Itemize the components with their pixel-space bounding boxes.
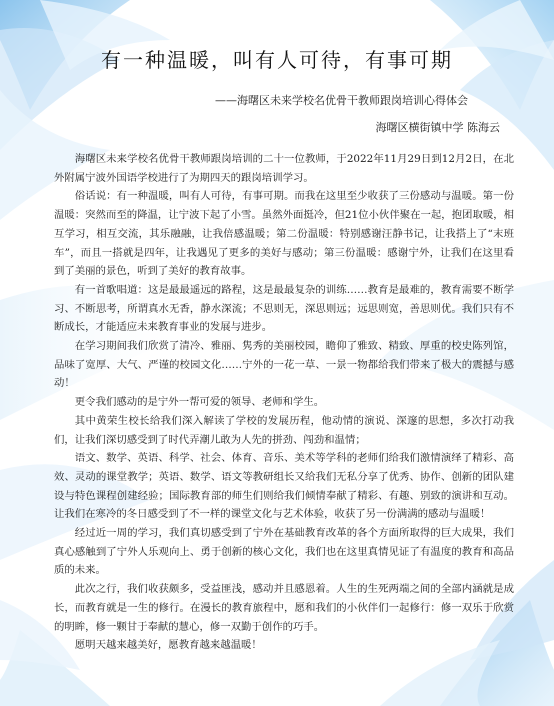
paragraph: 有一首歌唱道：这是最最遥远的路程，这是最最复杂的训练……教育是最难的，教育需要不断学习、不断思考，所谓真水无香，静水深流；不思则无，深思则远；远思则宽，善思则优。我们只有不断成长，才能适应未来教育事业的发展与进步。	[54, 283, 514, 334]
paragraph: 俗话说：有一种温暖，叫有人可待，有事可期。而我在这里至少收获了三份感动与温暖。第一份温暖：突然而至的降温，让宁波下起了小雪。虽然外面挺冷，但21位小伙伴聚在一起，抱团取暖，相互学习，相互交流，其乐融融，让我倍感温暖；第二份温暖：特别感谢汪静书记，让我搭上了“末班车”，而且一搭就是四年，让我遇见了更多的美好与感动；第三份温暖：感谢宁外，让我们在这里看到了美丽的景色，听到了美好的教育故事。	[54, 190, 515, 278]
document-body	[54, 150, 514, 655]
document-title: 有一种温暖，叫有人可待，有事可期	[101, 48, 453, 72]
paragraph: 在学习期间我们欣赏了清冷、雅丽、隽秀的美丽校园，瞻仰了雅致、精致、厚重的校史陈列馆，品味了宽厚、大气、严谨的校园文化……宁外的一花一草、一景一物都给我们带来了极大的震撼与感动！	[54, 340, 514, 390]
document-subtitle: ——海曙区未来学校名优骨干教师跟岗培训心得体会	[215, 94, 468, 107]
paragraph: 此次之行，我们收获颇多，受益匪浅，感动并且感恩着。人生的生死两端之间的全部内涵就是成长，而教育就是一生的修行。在漫长的教育旅程中，愿和我们的小伙伴们一起修行：修一双乐于欣赏的明眸，修一颗甘于奉献的慧心，修一双勤于创作的巧手。	[54, 583, 514, 633]
paragraph: 经过近一周的学习，我们真切感受到了宁外在基础教育改革的各个方面所取得的巨大成果，我们真心感触到了宁外人乐观向上、勇于创新的核心文化，我们也在这里真情见证了有温度的教育和高品质的未来。	[54, 527, 514, 577]
paragraph: 其中黄荣生校长给我们深入解读了学校的发展历程，他动情的演说、深邃的思想，多次打动我们，让我们深切感受到了时代弄潮儿敢为人先的拼劲、闯劲和温情；	[54, 414, 514, 446]
paragraph: 更令我们感动的是宁外一帮可爱的领导、老师和学生。	[74, 396, 325, 409]
paragraph: 语文、数学、英语、科学、社会、体育、音乐、美术等学科的老师们给我们激情演绎了精彩、高效、灵动的课堂教学；英语、数学、语文等教研组长又给我们无私分享了优秀、协作、创新的团队建设与特色课程创建经验；国际教育部的师生们则给我们倾情奉献了精彩、有趣、别致的演讲和互动。让我们在寒冷的冬日感受到了不一样的课堂文化与艺术体验，收获了另一份满满的感动与温暖！	[54, 452, 514, 521]
paragraph: 愿明天越来越美好，愿教育越来越温暖！	[74, 639, 262, 652]
document-author: 海曙区横街镇中学 陈海云	[375, 121, 500, 134]
paragraph: 海曙区未来学校名优骨干教师跟岗培训的二十一位教师，于2022年11月29日到12月2日，在北外附属宁波外国语学校进行了为期四天的跟岗培训学习。	[54, 153, 514, 184]
